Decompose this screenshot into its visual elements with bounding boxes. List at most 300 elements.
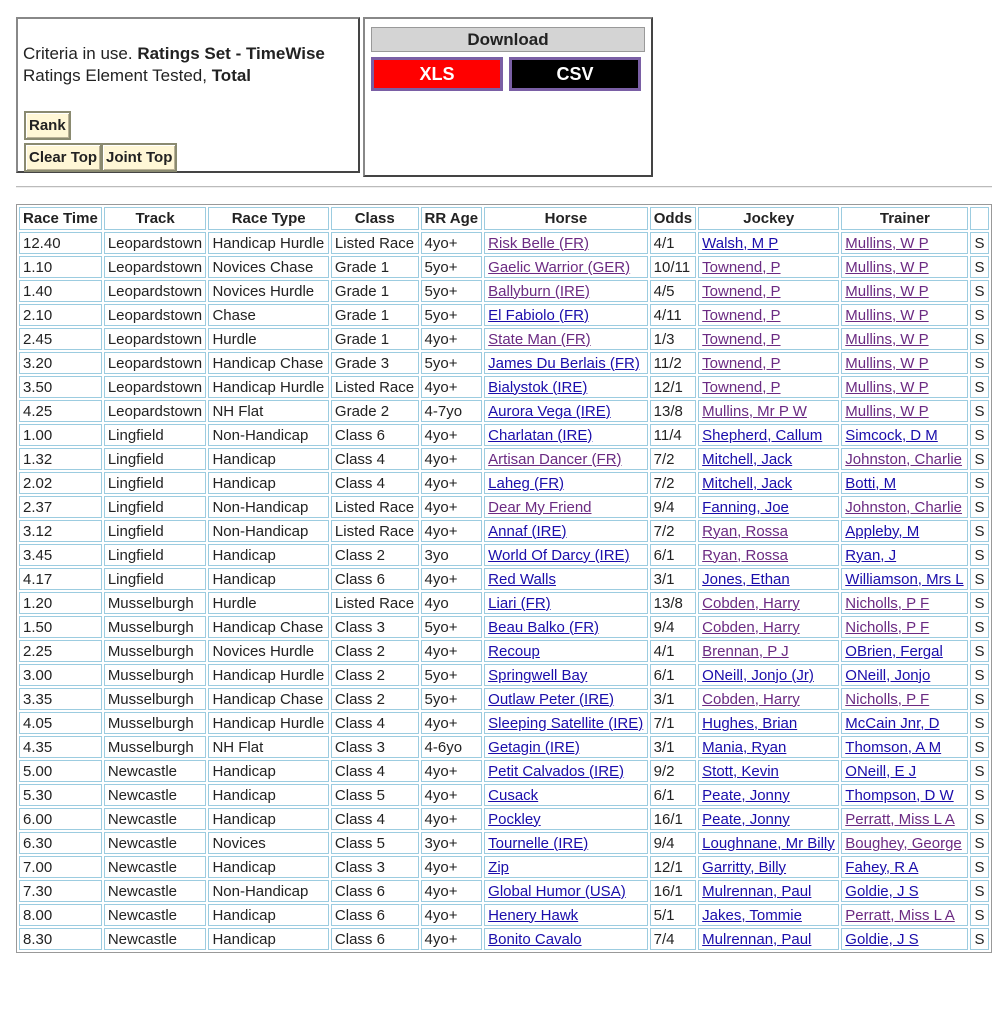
table-row (19, 256, 989, 278)
jockey-link[interactable]: Hughes, Brian (702, 714, 798, 732)
horse-link[interactable]: Petit Calvados (IRE) (488, 762, 625, 780)
horse-cell (484, 304, 648, 326)
trainer-link[interactable]: ONeill, Jonjo (845, 666, 931, 684)
cell-class: Grade 2 (331, 400, 419, 422)
trainer-link[interactable]: Johnston, Charlie (845, 450, 963, 468)
jockey-link[interactable]: Townend, P (702, 282, 781, 300)
csv-download-button[interactable]: CSV (509, 57, 641, 91)
cell-race-type: NH Flat (208, 736, 328, 758)
cell-track: Leopardstown (104, 376, 207, 398)
trainer-cell (841, 616, 968, 638)
horse-link[interactable]: James Du Berlais (FR) (488, 354, 640, 372)
cell-track: Musselburgh (104, 736, 207, 758)
cell-rr-age: 4yo+ (421, 880, 483, 902)
cell-class: Listed Race (331, 592, 419, 614)
horse-cell (484, 880, 648, 902)
trainer-cell (841, 664, 968, 686)
table-row (19, 640, 989, 662)
horse-cell (484, 808, 648, 830)
cell-odds: 11/2 (650, 352, 696, 374)
table-row (19, 496, 989, 518)
jockey-cell (698, 472, 839, 494)
table-row (19, 280, 989, 302)
horse-link[interactable]: Sleeping Satellite (IRE) (488, 714, 644, 732)
cell-race-time: 2.45 (19, 328, 102, 350)
cell-class: Grade 1 (331, 328, 419, 350)
horse-cell (484, 592, 648, 614)
cell-race-type: Non-Handicap (208, 496, 328, 518)
horse-link[interactable]: Aurora Vega (IRE) (488, 402, 611, 420)
trainer-link[interactable]: Simcock, D M (845, 426, 938, 444)
jockey-link[interactable]: Stott, Kevin (702, 762, 779, 780)
cell-race-type: Handicap (208, 904, 328, 926)
cell-race-type: Handicap (208, 928, 328, 950)
horse-link[interactable]: World Of Darcy (IRE) (488, 546, 630, 564)
table-row (19, 352, 989, 374)
trainer-cell (841, 568, 968, 590)
trainer-cell (841, 496, 968, 518)
clear-top-button[interactable]: Clear Top (24, 143, 102, 172)
cell-track: Musselburgh (104, 688, 207, 710)
cell-race-type: Novices Hurdle (208, 280, 328, 302)
horse-link[interactable]: Tournelle (IRE) (488, 834, 589, 852)
header-race-time[interactable]: Race Time (19, 207, 102, 230)
trainer-cell (841, 592, 968, 614)
cell-rr-age: 4yo+ (421, 640, 483, 662)
cell-class: Grade 3 (331, 352, 419, 374)
horse-cell (484, 736, 648, 758)
horse-link[interactable]: Red Walls (488, 570, 556, 588)
trainer-link[interactable]: Mullins, W P (845, 354, 929, 372)
jockey-cell (698, 688, 839, 710)
horse-link[interactable]: Artisan Dancer (FR) (488, 450, 622, 468)
jockey-cell (698, 544, 839, 566)
jockey-link[interactable]: Walsh, M P (702, 234, 779, 252)
cell-odds: 6/1 (650, 664, 696, 686)
horse-link[interactable]: Cusack (488, 786, 539, 804)
trainer-link[interactable]: Mullins, W P (845, 282, 929, 300)
cell-odds: 3/1 (650, 688, 696, 710)
cell-extra: S (970, 880, 989, 902)
cell-class: Class 4 (331, 472, 419, 494)
cell-odds: 1/3 (650, 328, 696, 350)
trainer-link[interactable]: Boughey, George (845, 834, 962, 852)
cell-track: Newcastle (104, 904, 207, 926)
trainer-link[interactable]: Perratt, Miss L A (845, 810, 955, 828)
cell-odds: 3/1 (650, 568, 696, 590)
cell-race-time: 7.00 (19, 856, 102, 878)
cell-odds: 7/4 (650, 928, 696, 950)
horse-link[interactable]: El Fabiolo (FR) (488, 306, 590, 324)
jockey-link[interactable]: Loughnane, Mr Billy (702, 834, 835, 852)
cell-race-type: Hurdle (208, 328, 328, 350)
cell-extra: S (970, 784, 989, 806)
trainer-link[interactable]: Nicholls, P F (845, 690, 930, 708)
jockey-link[interactable]: Townend, P (702, 354, 781, 372)
jockey-link[interactable]: Garritty, Billy (702, 858, 787, 876)
cell-extra: S (970, 688, 989, 710)
jockey-link[interactable]: ONeill, Jonjo (Jr) (702, 666, 814, 684)
cell-track: Musselburgh (104, 592, 207, 614)
trainer-cell (841, 544, 968, 566)
horse-link[interactable]: Bonito Cavalo (488, 930, 582, 948)
cell-rr-age: 4yo+ (421, 784, 483, 806)
cell-extra: S (970, 712, 989, 734)
jockey-link[interactable]: Cobden, Harry (702, 594, 800, 612)
trainer-link[interactable]: Thomson, A M (845, 738, 942, 756)
cell-rr-age: 4yo+ (421, 568, 483, 590)
jockey-link[interactable]: Townend, P (702, 306, 781, 324)
cell-rr-age: 4yo+ (421, 424, 483, 446)
cell-class: Class 4 (331, 808, 419, 830)
jockey-cell (698, 280, 839, 302)
table-row (19, 448, 989, 470)
cell-race-time: 2.25 (19, 640, 102, 662)
cell-race-type: Non-Handicap (208, 880, 328, 902)
table-row (19, 304, 989, 326)
cell-extra: S (970, 304, 989, 326)
horse-link[interactable]: Pockley (488, 810, 541, 828)
criteria-description (23, 43, 325, 87)
trainer-link[interactable]: Thompson, D W (845, 786, 954, 804)
trainer-cell (841, 448, 968, 470)
jockey-link[interactable]: Townend, P (702, 378, 781, 396)
jockey-cell (698, 400, 839, 422)
table-row (19, 568, 989, 590)
cell-extra: S (970, 592, 989, 614)
horse-link[interactable]: Getagin (IRE) (488, 738, 580, 756)
trainer-link[interactable]: Nicholls, P F (845, 618, 930, 636)
cell-race-time: 7.30 (19, 880, 102, 902)
cell-rr-age: 4yo+ (421, 376, 483, 398)
jockey-link[interactable]: Peate, Jonny (702, 786, 790, 804)
jockey-link[interactable]: Fanning, Joe (702, 498, 789, 516)
horse-link[interactable]: Zip (488, 858, 509, 876)
results-table (16, 204, 992, 953)
jockey-cell (698, 592, 839, 614)
cell-race-time: 4.25 (19, 400, 102, 422)
jockey-link[interactable]: Mulrennan, Paul (702, 882, 812, 900)
trainer-cell (841, 760, 968, 782)
cell-extra: S (970, 496, 989, 518)
trainer-link[interactable]: Johnston, Charlie (845, 498, 963, 516)
trainer-link[interactable]: ONeill, E J (845, 762, 917, 780)
cell-track: Newcastle (104, 832, 207, 854)
jockey-link[interactable]: Peate, Jonny (702, 810, 790, 828)
jockey-cell (698, 808, 839, 830)
table-row (19, 760, 989, 782)
cell-race-time: 3.00 (19, 664, 102, 686)
table-row (19, 424, 989, 446)
horse-link[interactable]: State Man (FR) (488, 330, 591, 348)
jockey-link[interactable]: Jones, Ethan (702, 570, 790, 588)
jockey-link[interactable]: Mitchell, Jack (702, 474, 793, 492)
section-divider (16, 186, 992, 188)
cell-race-type: Handicap Chase (208, 352, 328, 374)
trainer-cell (841, 928, 968, 950)
ratings-element-value: Total (211, 66, 252, 85)
trainer-cell (841, 424, 968, 446)
cell-race-type: Handicap (208, 856, 328, 878)
trainer-link[interactable]: Mullins, W P (845, 306, 929, 324)
xls-download-button[interactable]: XLS (371, 57, 503, 91)
trainer-link[interactable]: Perratt, Miss L A (845, 906, 955, 924)
trainer-cell (841, 256, 968, 278)
cell-race-time: 1.00 (19, 424, 102, 446)
cell-odds: 4/1 (650, 640, 696, 662)
cell-rr-age: 5yo+ (421, 304, 483, 326)
horse-cell (484, 496, 648, 518)
trainer-link[interactable]: Fahey, R A (845, 858, 919, 876)
cell-race-time: 3.45 (19, 544, 102, 566)
jockey-link[interactable]: Cobden, Harry (702, 618, 800, 636)
horse-cell (484, 448, 648, 470)
trainer-cell (841, 304, 968, 326)
cell-extra: S (970, 256, 989, 278)
header-horse[interactable]: Horse (484, 207, 648, 230)
cell-class: Class 6 (331, 424, 419, 446)
horse-cell (484, 424, 648, 446)
cell-odds: 4/11 (650, 304, 696, 326)
cell-extra: S (970, 400, 989, 422)
cell-extra: S (970, 424, 989, 446)
horse-link[interactable]: Henery Hawk (488, 906, 579, 924)
jockey-cell (698, 928, 839, 950)
trainer-link[interactable]: Mullins, W P (845, 234, 929, 252)
cell-extra: S (970, 616, 989, 638)
horse-link[interactable]: Dear My Friend (488, 498, 592, 516)
cell-odds: 13/8 (650, 400, 696, 422)
cell-extra: S (970, 832, 989, 854)
trainer-cell (841, 712, 968, 734)
header-rr-age[interactable]: RR Age (421, 207, 483, 230)
header-track[interactable]: Track (104, 207, 207, 230)
horse-cell (484, 472, 648, 494)
trainer-link[interactable]: OBrien, Fergal (845, 642, 943, 660)
horse-cell (484, 568, 648, 590)
trainer-link[interactable]: Ryan, J (845, 546, 897, 564)
cell-race-time: 3.35 (19, 688, 102, 710)
trainer-link[interactable]: Botti, M (845, 474, 897, 492)
cell-odds: 16/1 (650, 808, 696, 830)
trainer-link[interactable]: Williamson, Mrs L (845, 570, 964, 588)
cell-race-type: Novices Hurdle (208, 640, 328, 662)
cell-extra: S (970, 760, 989, 782)
header-trainer[interactable]: Trainer (841, 207, 968, 230)
cell-odds: 7/2 (650, 448, 696, 470)
joint-top-button[interactable]: Joint Top (101, 143, 177, 172)
jockey-link[interactable]: Townend, P (702, 258, 781, 276)
cell-track: Lingfield (104, 568, 207, 590)
horse-link[interactable]: Laheg (FR) (488, 474, 565, 492)
jockey-link[interactable]: Cobden, Harry (702, 690, 800, 708)
table-row (19, 784, 989, 806)
horse-link[interactable]: Charlatan (IRE) (488, 426, 593, 444)
cell-race-type: Handicap Hurdle (208, 712, 328, 734)
horse-cell (484, 544, 648, 566)
table-row (19, 376, 989, 398)
trainer-cell (841, 352, 968, 374)
table-row (19, 832, 989, 854)
cell-odds: 4/5 (650, 280, 696, 302)
table-row (19, 664, 989, 686)
trainer-link[interactable]: Mullins, W P (845, 258, 929, 276)
cell-track: Newcastle (104, 880, 207, 902)
cell-race-type: Handicap (208, 544, 328, 566)
cell-track: Lingfield (104, 448, 207, 470)
table-row (19, 736, 989, 758)
cell-class: Listed Race (331, 232, 419, 254)
horse-link[interactable]: Risk Belle (FR) (488, 234, 589, 252)
jockey-cell (698, 712, 839, 734)
cell-race-time: 1.20 (19, 592, 102, 614)
cell-track: Leopardstown (104, 352, 207, 374)
cell-race-time: 1.50 (19, 616, 102, 638)
horse-link[interactable]: Global Humor (USA) (488, 882, 626, 900)
ratings-set-value: Ratings Set - TimeWise (137, 44, 325, 63)
cell-rr-age: 4yo+ (421, 520, 483, 542)
cell-extra: S (970, 472, 989, 494)
trainer-cell (841, 376, 968, 398)
jockey-link[interactable]: Mullins, Mr P W (702, 402, 807, 420)
cell-race-time: 4.05 (19, 712, 102, 734)
trainer-cell (841, 832, 968, 854)
table-row (19, 880, 989, 902)
cell-class: Class 2 (331, 640, 419, 662)
jockey-link[interactable]: Ryan, Rossa (702, 546, 789, 564)
jockey-cell (698, 904, 839, 926)
jockey-link[interactable]: Shepherd, Callum (702, 426, 823, 444)
cell-race-type: Handicap (208, 448, 328, 470)
cell-track: Newcastle (104, 928, 207, 950)
cell-odds: 6/1 (650, 784, 696, 806)
cell-track: Newcastle (104, 808, 207, 830)
cell-track: Lingfield (104, 544, 207, 566)
jockey-cell (698, 448, 839, 470)
cell-race-time: 8.30 (19, 928, 102, 950)
trainer-cell (841, 232, 968, 254)
horse-link[interactable]: Springwell Bay (488, 666, 588, 684)
header-odds[interactable]: Odds (650, 207, 696, 230)
jockey-link[interactable]: Mania, Ryan (702, 738, 787, 756)
trainer-link[interactable]: Goldie, J S (845, 930, 919, 948)
cell-track: Musselburgh (104, 712, 207, 734)
horse-link[interactable]: Annaf (IRE) (488, 522, 567, 540)
jockey-cell (698, 256, 839, 278)
cell-rr-age: 5yo+ (421, 688, 483, 710)
cell-extra: S (970, 808, 989, 830)
cell-rr-age: 5yo+ (421, 256, 483, 278)
horse-cell (484, 856, 648, 878)
horse-cell (484, 688, 648, 710)
jockey-cell (698, 832, 839, 854)
jockey-cell (698, 664, 839, 686)
jockey-cell (698, 784, 839, 806)
jockey-link[interactable]: Mitchell, Jack (702, 450, 793, 468)
horse-link[interactable]: Recoup (488, 642, 540, 660)
jockey-link[interactable]: Mulrennan, Paul (702, 930, 812, 948)
header-class[interactable]: Class (331, 207, 419, 230)
cell-class: Class 6 (331, 880, 419, 902)
cell-odds: 11/4 (650, 424, 696, 446)
cell-rr-age: 4-6yo (421, 736, 483, 758)
trainer-link[interactable]: Appleby, M (845, 522, 920, 540)
cell-race-type: Handicap Chase (208, 616, 328, 638)
jockey-link[interactable]: Townend, P (702, 330, 781, 348)
jockey-link[interactable]: Ryan, Rossa (702, 522, 789, 540)
horse-cell (484, 760, 648, 782)
cell-rr-age: 4yo+ (421, 232, 483, 254)
download-title: Download (371, 27, 645, 52)
cell-race-time: 4.17 (19, 568, 102, 590)
horse-link[interactable]: Outlaw Peter (IRE) (488, 690, 615, 708)
criteria-line2-prefix: Ratings Element Tested, (23, 66, 212, 85)
cell-race-type: Handicap Hurdle (208, 232, 328, 254)
trainer-link[interactable]: Mullins, W P (845, 378, 929, 396)
horse-link[interactable]: Liari (FR) (488, 594, 551, 612)
cell-rr-age: 4yo+ (421, 808, 483, 830)
jockey-link[interactable]: Jakes, Tommie (702, 906, 802, 924)
cell-class: Class 3 (331, 616, 419, 638)
rank-button[interactable]: Rank (24, 111, 71, 140)
trainer-cell (841, 280, 968, 302)
header-race-type[interactable]: Race Type (208, 207, 328, 230)
criteria-line1-prefix: Criteria in use. (23, 44, 138, 63)
header-jockey[interactable]: Jockey (698, 207, 839, 230)
cell-race-time: 3.20 (19, 352, 102, 374)
results-table-container (16, 204, 992, 1016)
cell-class: Listed Race (331, 376, 419, 398)
cell-odds: 7/2 (650, 520, 696, 542)
trainer-link[interactable]: Nicholls, P F (845, 594, 930, 612)
cell-race-type: Handicap Hurdle (208, 376, 328, 398)
trainer-link[interactable]: Mullins, W P (845, 402, 929, 420)
cell-extra: S (970, 856, 989, 878)
horse-cell (484, 832, 648, 854)
table-row (19, 928, 989, 950)
cell-race-time: 1.40 (19, 280, 102, 302)
horse-cell (484, 904, 648, 926)
cell-rr-age: 5yo+ (421, 352, 483, 374)
cell-rr-age: 4yo+ (421, 904, 483, 926)
cell-track: Leopardstown (104, 256, 207, 278)
trainer-cell (841, 880, 968, 902)
jockey-link[interactable]: Brennan, P J (702, 642, 789, 660)
horse-link[interactable]: Ballyburn (IRE) (488, 282, 590, 300)
trainer-link[interactable]: Mullins, W P (845, 330, 929, 348)
horse-link[interactable]: Bialystok (IRE) (488, 378, 588, 396)
horse-link[interactable]: Gaelic Warrior (GER) (488, 258, 631, 276)
cell-class: Grade 1 (331, 280, 419, 302)
cell-rr-age: 4yo+ (421, 856, 483, 878)
download-panel (363, 17, 653, 177)
cell-track: Leopardstown (104, 400, 207, 422)
cell-odds: 9/4 (650, 616, 696, 638)
header-extra[interactable] (970, 207, 989, 230)
horse-link[interactable]: Beau Balko (FR) (488, 618, 600, 636)
trainer-link[interactable]: McCain Jnr, D (845, 714, 940, 732)
trainer-link[interactable]: Goldie, J S (845, 882, 919, 900)
cell-odds: 4/1 (650, 232, 696, 254)
cell-track: Newcastle (104, 856, 207, 878)
cell-rr-age: 4yo+ (421, 472, 483, 494)
table-row (19, 856, 989, 878)
cell-odds: 10/11 (650, 256, 696, 278)
cell-extra: S (970, 928, 989, 950)
jockey-cell (698, 376, 839, 398)
cell-class: Grade 1 (331, 304, 419, 326)
cell-race-time: 1.32 (19, 448, 102, 470)
